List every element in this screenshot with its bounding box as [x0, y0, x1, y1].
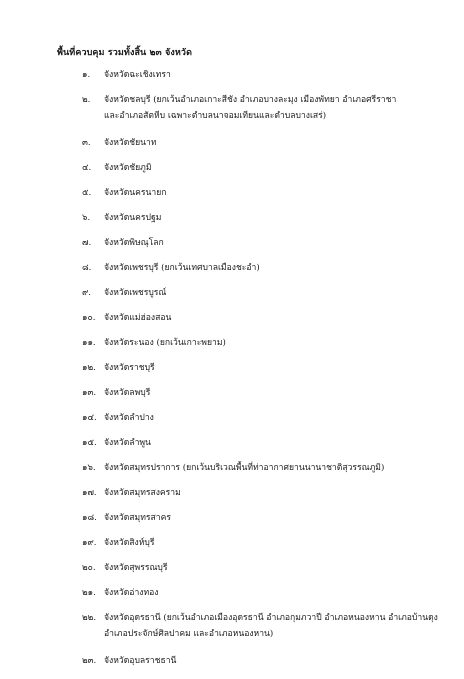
list-item	[0, 286, 464, 311]
item-number: ๑๙.	[82, 538, 97, 548]
item-number: ๑๗.	[82, 488, 97, 498]
item-number: ๑๒.	[82, 363, 96, 373]
list-item	[0, 186, 464, 211]
item-number: ๑๕.	[82, 438, 97, 448]
item-text: จังหวัดพิษณุโลก	[104, 238, 164, 248]
list-item	[0, 461, 464, 486]
item-number: ๑๘.	[82, 513, 97, 523]
list-item	[0, 161, 464, 186]
item-text	[104, 93, 396, 124]
item-text: จังหวัดนครปฐม	[104, 213, 162, 223]
item-text-line: และอำเภอสัตหีบ เฉพาะตำบลนาจอมเทียนและตำบลบางเสร่)	[104, 110, 327, 121]
list-item	[0, 68, 464, 93]
item-text: จังหวัดนครนายก	[104, 188, 167, 198]
item-number: ๖.	[82, 213, 91, 223]
item-number: ๑๔.	[82, 413, 97, 423]
item-number: ๑๓.	[82, 388, 97, 398]
list-item	[0, 486, 464, 511]
item-text-line: จังหวัดอุดรธานี (ยกเว้นอำเภอเมืองอุดรธานี อำเภอกุมภวาปี อำเภอหนองหาน อำเภอบ้านดุง	[104, 613, 438, 623]
list-item	[0, 211, 464, 236]
list-item	[0, 136, 464, 161]
item-text: จังหวัดอุบลราชธานี	[104, 656, 177, 666]
item-text: จังหวัดสมุทรปราการ (ยกเว้นบริเวณพื้นที่ท่าอากาศยานนานาชาติสุวรรณภูมิ)	[104, 463, 385, 473]
item-text-line: จังหวัดชลบุรี (ยกเว้นอำเภอเกาะสีชัง อำเภอบางละมุง เมืองพัทยา อำเภอศรีราชา	[104, 95, 397, 105]
list-item	[0, 611, 464, 654]
list-item	[0, 93, 464, 136]
list-item	[0, 511, 464, 536]
list-item	[0, 361, 464, 386]
list-item	[0, 261, 464, 286]
item-text	[104, 611, 438, 642]
item-number: ๒๒.	[82, 613, 97, 623]
item-text: จังหวัดราชบุรี	[104, 363, 155, 373]
item-text: จังหวัดอ่างทอง	[104, 588, 159, 598]
item-number: ๗.	[82, 238, 92, 248]
item-text: จังหวัดระนอง (ยกเว้นเกาะพยาม)	[104, 338, 226, 348]
list-item	[0, 336, 464, 361]
list-item	[0, 586, 464, 611]
document-heading: พื้นที่ควบคุม รวมทั้งสิ้น ๒๓ จังหวัด	[57, 48, 193, 58]
item-text: จังหวัดเพชรบุรี (ยกเว้นเทศบาลเมืองชะอำ)	[104, 263, 260, 273]
item-number: ๑๐.	[82, 313, 96, 323]
item-text: จังหวัดแม่ฮ่องสอน	[104, 313, 172, 323]
province-list	[0, 68, 464, 679]
item-text: จังหวัดสิงห์บุรี	[104, 538, 155, 548]
item-number: ๑.	[82, 70, 91, 80]
list-item	[0, 236, 464, 261]
item-text: จังหวัดสมุทรสงคราม	[104, 488, 181, 498]
item-number: ๒๑.	[82, 588, 96, 598]
item-number: ๙.	[82, 288, 92, 298]
item-text: จังหวัดลำพูน	[104, 438, 151, 448]
item-number: ๕.	[82, 188, 92, 198]
item-text: จังหวัดชัยภูมิ	[104, 163, 152, 173]
item-text: จังหวัดเพชรบูรณ์	[104, 288, 167, 298]
list-item	[0, 536, 464, 561]
item-number: ๒๐.	[82, 563, 96, 573]
item-text: จังหวัดสมุทรสาคร	[104, 513, 171, 523]
item-text: จังหวัดลำปาง	[104, 413, 154, 423]
item-number: ๔.	[82, 163, 92, 173]
list-item	[0, 436, 464, 461]
list-item	[0, 311, 464, 336]
list-item	[0, 654, 464, 679]
item-text: จังหวัดลพบุรี	[104, 388, 151, 398]
item-number: ๓.	[82, 138, 91, 148]
item-number: ๒.	[82, 95, 91, 105]
item-text: จังหวัดฉะเชิงเทรา	[104, 70, 171, 80]
item-number: ๑๖.	[82, 463, 96, 473]
item-text: จังหวัดสุพรรณบุรี	[104, 563, 168, 573]
list-item	[0, 561, 464, 586]
item-text-line: อำเภอประจักษ์ศิลปาคม และอำเภอหนองหาน)	[104, 628, 274, 639]
list-item	[0, 386, 464, 411]
item-text: จังหวัดชัยนาท	[104, 138, 157, 148]
item-number: ๘.	[82, 263, 92, 273]
item-number: ๑๑.	[82, 338, 96, 348]
list-item	[0, 411, 464, 436]
item-number: ๒๓.	[82, 656, 97, 666]
